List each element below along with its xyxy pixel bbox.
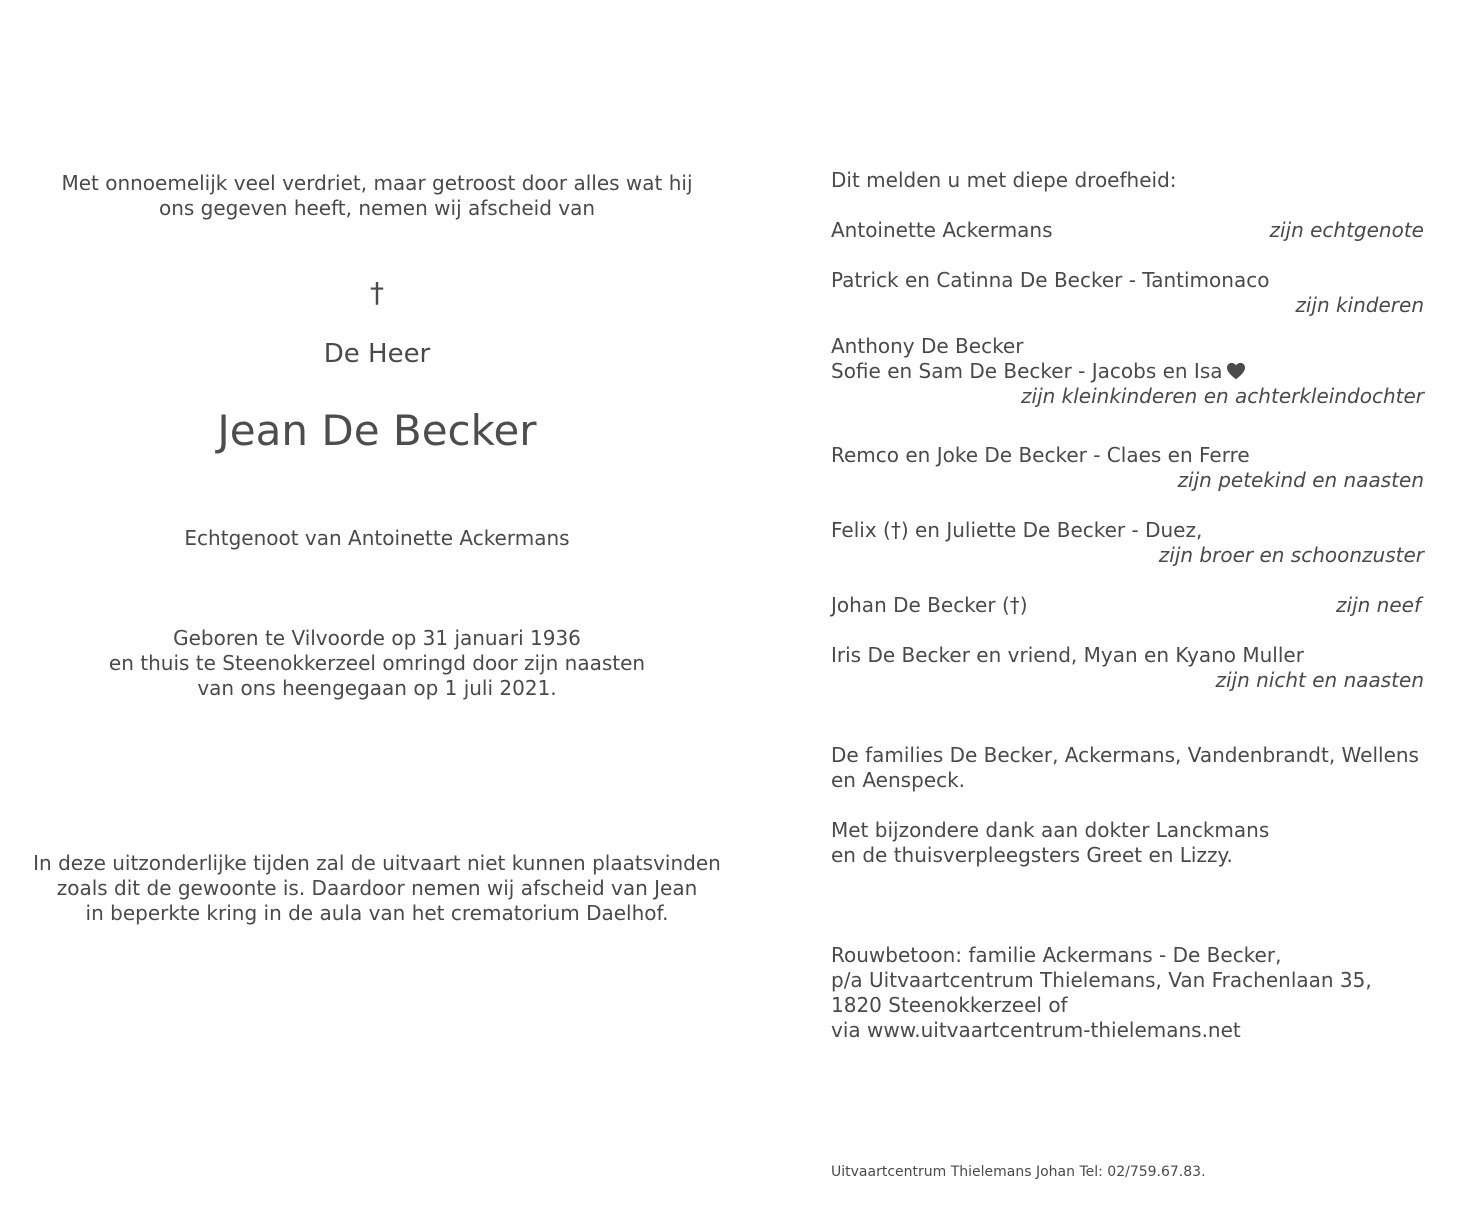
honorific-title: De Heer	[323, 339, 431, 369]
funeral-home-footer: Uitvaartcentrum Thielemans Johan Tel: 02/759.67.83.	[831, 1164, 1206, 1180]
thanks-text	[831, 818, 1424, 868]
condolences-text	[831, 943, 1424, 1043]
ceremony-line: zoals dit de gewoonte is. Daardoor nemen wij afscheid van Jean	[56, 876, 698, 900]
family-entry	[831, 643, 1424, 693]
intro-line: ons gegeven heeft, nemen wij afscheid van	[158, 196, 596, 220]
family-role: zijn kinderen	[1295, 293, 1424, 317]
heart-icon	[1226, 362, 1246, 380]
intro-text	[20, 171, 734, 221]
family-entry	[831, 218, 1424, 243]
birth-death-line: Geboren te Vilvoorde op 31 januari 1936	[173, 626, 581, 650]
intro-line: Met onnoemelijk veel verdriet, maar getroost door alles wat hij	[61, 171, 693, 195]
condolences-line: via www.uitvaartcentrum-thielemans.net	[831, 1018, 1241, 1042]
family-role: zijn broer en schoonzuster	[1158, 543, 1424, 567]
family-names: Johan De Becker (†)	[831, 593, 1028, 617]
families-line: De families De Becker, Ackermans, Vandenbrandt, Wellens	[831, 743, 1419, 767]
family-names: Sofie en Sam De Becker - Jacobs en Isa	[831, 359, 1223, 383]
deceased-name: Jean De Becker	[217, 406, 537, 455]
ceremony-text	[20, 851, 734, 926]
condolences-line: 1820 Steenokkerzeel of	[831, 993, 1068, 1017]
family-names: Remco en Joke De Becker - Claes en Ferre	[831, 443, 1250, 467]
family-role: zijn petekind en naasten	[1177, 468, 1424, 492]
condolences-line: p/a Uitvaartcentrum Thielemans, Van Frachenlaan 35,	[831, 968, 1372, 992]
family-entry	[831, 443, 1424, 493]
cross-symbol: †	[370, 276, 384, 309]
family-entry	[831, 518, 1424, 568]
ceremony-line: in beperkte kring in de aula van het crematorium Daelhof.	[85, 901, 669, 925]
thanks-line: en de thuisverpleegsters Greet en Lizzy.	[831, 843, 1233, 867]
family-role: zijn echtgenote	[1269, 218, 1424, 242]
birth-death-line: en thuis te Steenokkerzeel omringd door zijn naasten	[108, 651, 646, 675]
family-names: Patrick en Catinna De Becker - Tantimonaco	[831, 268, 1270, 292]
birth-death-line: van ons heengegaan op 1 juli 2021.	[197, 676, 557, 700]
families-line: en Aenspeck.	[831, 768, 966, 792]
family-names-line	[831, 359, 1424, 384]
family-entry	[831, 593, 1424, 618]
condolences-line: Rouwbetoon: familie Ackermans - De Becker,	[831, 943, 1282, 967]
family-role: zijn kleinkinderen en achterkleindochter	[1021, 384, 1424, 408]
family-names: Iris De Becker en vriend, Myan en Kyano Muller	[831, 643, 1304, 667]
family-role: zijn neef	[1336, 593, 1421, 617]
announcement-heading: Dit melden u met diepe droefheid:	[831, 168, 1177, 192]
birth-death-text	[20, 626, 734, 701]
families-text	[831, 743, 1424, 793]
ceremony-line: In deze uitzonderlijke tijden zal de uitvaart niet kunnen plaatsvinden	[33, 851, 721, 875]
thanks-line: Met bijzondere dank aan dokter Lanckmans	[831, 818, 1270, 842]
family-entry	[831, 334, 1424, 409]
family-entry	[831, 268, 1424, 318]
family-role: zijn nicht en naasten	[1215, 668, 1424, 692]
family-names: Antoinette Ackermans	[831, 218, 1053, 242]
family-names: Anthony De Becker	[831, 334, 1024, 358]
spouse-text: Echtgenoot van Antoinette Ackermans	[184, 526, 570, 550]
family-names: Felix (†) en Juliette De Becker - Duez,	[831, 518, 1203, 542]
